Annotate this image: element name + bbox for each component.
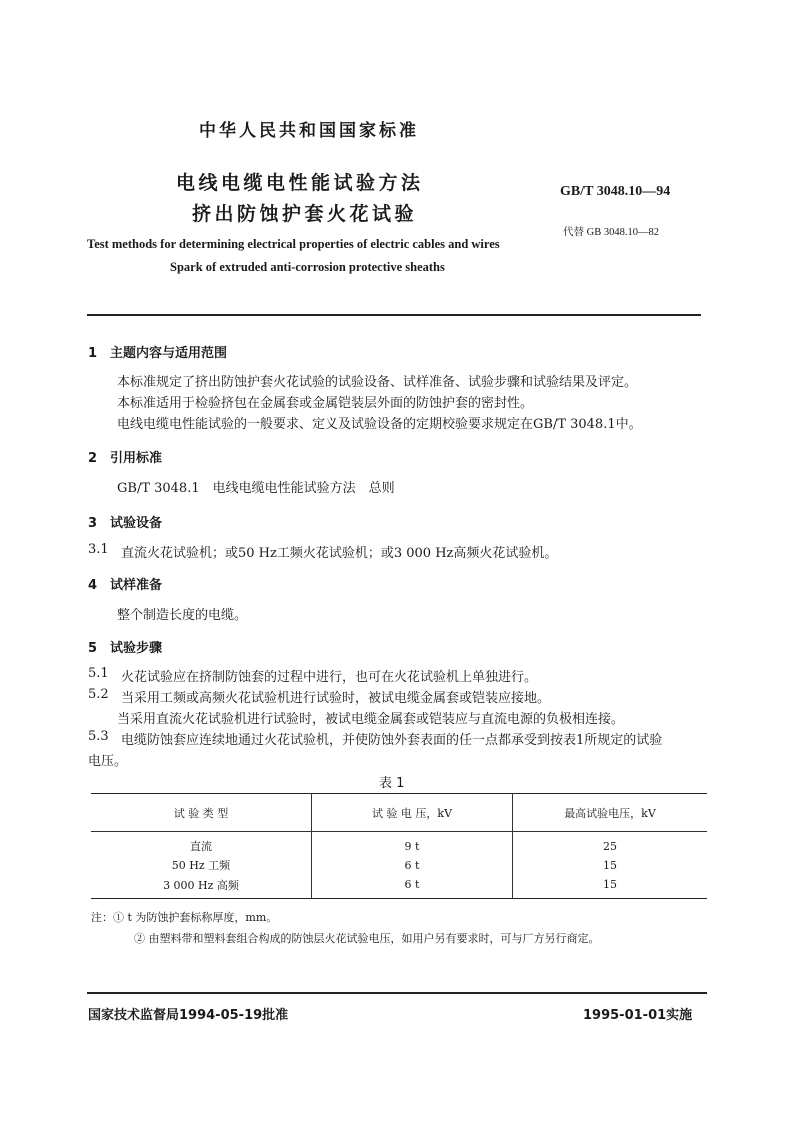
table-note: 注：① t 为防蚀护套标称厚度，mm。 — [91, 911, 278, 924]
paragraph: GB/T 3048.1 电线电缆电性能试验方法 总则 — [117, 481, 395, 496]
table-row — [91, 876, 707, 898]
voltage-table — [91, 793, 707, 899]
paragraph: 电缆防蚀套应连续地通过火花试验机，并使防蚀外套表面的任一点都承受到按表1所规定的试验 — [121, 733, 663, 748]
paragraph: 火花试验应在挤制防蚀套的过程中进行，也可在火花试验机上单独进行。 — [121, 670, 538, 685]
title-english-line2: Spark of extruded anti-corrosion protective sheaths — [170, 260, 445, 274]
section-heading: 1 主题内容与适用范围 — [88, 346, 228, 361]
clause-number: 3.1 — [88, 542, 109, 557]
title-chinese-line2: 挤出防蚀护套火花试验 — [192, 203, 418, 225]
header-cell: 试 验 类 型 — [91, 794, 312, 832]
table-cell: 6 t — [312, 854, 513, 876]
table-row — [91, 854, 707, 876]
paragraph: 当采用工频或高频火花试验机进行试验时，被试电缆金属套或铠装应接地。 — [121, 691, 551, 706]
section-heading: 3 试验设备 — [88, 516, 163, 531]
clause-number: 5.3 — [88, 729, 109, 744]
effective-date: 1995-01-01实施 — [583, 1008, 693, 1023]
title-chinese-line1: 电线电缆电性能试验方法 — [176, 172, 424, 194]
header-divider — [87, 314, 701, 316]
paragraph-continuation: 电压。 — [88, 754, 128, 769]
section-heading: 4 试样准备 — [88, 578, 163, 593]
table-cell: 25 — [603, 839, 617, 853]
section-heading: 2 引用标准 — [88, 451, 163, 466]
standard-code: GB/T 3048.10—94 — [560, 184, 671, 199]
clause-number: 5.2 — [88, 687, 109, 702]
title-english-line1: Test methods for determining electrical properties of electric cables and wires — [87, 237, 500, 251]
approval-date: 国家技术监督局1994-05-19批准 — [88, 1008, 289, 1023]
table-cell: 15 — [603, 858, 617, 872]
header-cell: 试 验 电 压，kV — [312, 794, 513, 832]
table-cell: 3 000 Hz 高频 — [91, 876, 312, 898]
paragraph: 直流火花试验机；或50 Hz工频火花试验机；或3 000 Hz高频火花试验机。 — [121, 546, 558, 561]
table-row — [91, 832, 707, 855]
table-cell: 50 Hz 工频 — [91, 854, 312, 876]
paragraph: 本标准规定了挤出防蚀护套火花试验的试验设备、试样准备、试验步骤和试验结果及评定。 — [117, 375, 638, 390]
table-cell: 15 — [513, 876, 708, 898]
table-caption: 表 1 — [379, 776, 405, 791]
section-heading: 5 试验步骤 — [88, 641, 163, 656]
footer-divider — [87, 992, 707, 994]
paragraph: 本标准适用于检验挤包在金属套或金属铠装层外面的防蚀护套的密封性。 — [117, 396, 534, 411]
paragraph: 电线电缆电性能试验的一般要求、定义及试验设备的定期校验要求规定在GB/T 3048.1中。 — [117, 417, 642, 432]
national-standard-label: 中华人民共和国国家标准 — [199, 121, 419, 141]
clause-number: 5.1 — [88, 666, 109, 681]
table-header-row — [91, 794, 707, 832]
paragraph: 当采用直流火花试验机进行试验时，被试电缆金属套或铠装应与直流电源的负极相连接。 — [117, 712, 625, 727]
table-cell: 9 t — [312, 832, 513, 855]
replaces-standard: 代替 GB 3048.10—82 — [563, 227, 659, 238]
header-cell: 最高试验电压，kV — [513, 794, 708, 832]
paragraph: 整个制造长度的电缆。 — [117, 608, 248, 623]
table-note: ② 由塑料带和塑料套组合构成的防蚀层火花试验电压，如用户另有要求时，可与厂方另行商定。 — [134, 932, 600, 945]
table-cell: 6 t — [312, 876, 513, 898]
table-cell: 直流 — [91, 832, 312, 855]
